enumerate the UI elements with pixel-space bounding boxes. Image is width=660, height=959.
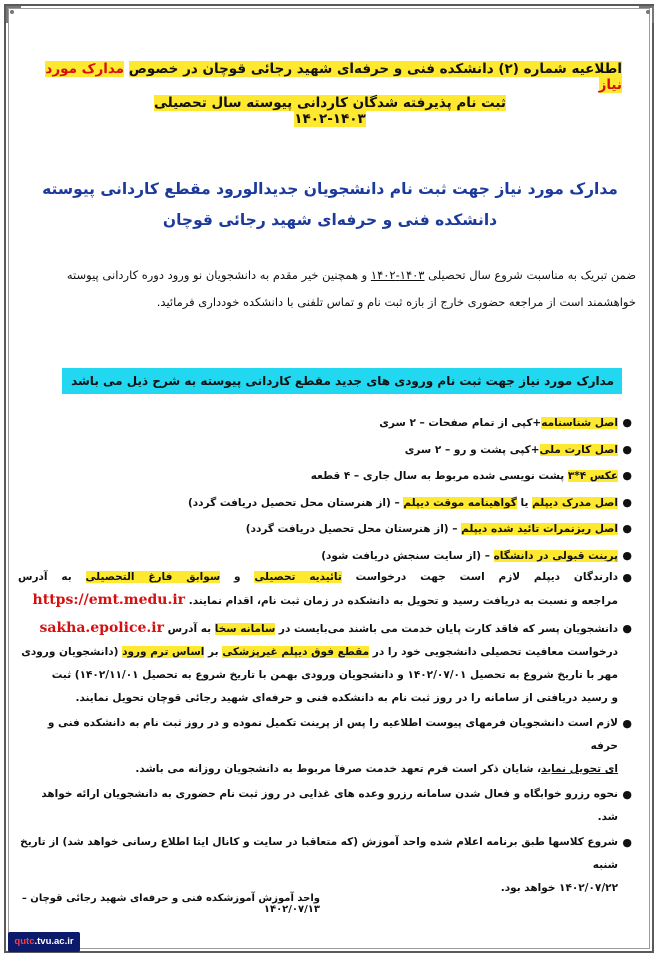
bullet-icon: ● (622, 548, 632, 562)
item-line (18, 641, 618, 664)
item-line (18, 589, 618, 613)
item-text: پشت نویسی شده مربوط به سال جاری – ۴ قطعه (310, 470, 568, 482)
item-line: لازم است دانشجویان فرمهای پیوست اطلاعیه را پس از پرینت تکمیل نموده و در روز ثبت نام به دانشکده فنی و حرفه (47, 717, 618, 752)
item-line (18, 617, 618, 641)
item-text: دارندگان دیپلم لازم است جهت درخواست (341, 571, 618, 583)
item-text: درخواست معافیت تحصیلی دانشجویی خود را در (369, 646, 618, 658)
item-highlight: گواهینامه موقت دیپلم (403, 496, 517, 509)
list-item (18, 518, 632, 545)
bullet-icon: ● (622, 522, 632, 535)
intro-text: ضمن تبریک به مناسبت شروع سال تحصیلی (424, 268, 636, 282)
bullet-icon: ● (622, 442, 632, 456)
item-line: شروع کلاسها طبق برنامه اعلام شده واحد آموزش (که متعاقبا در سایت و کانال ایتا اطلاع رسانی خواهد شد) از تاریخ شنبه (20, 836, 618, 871)
list-item (18, 566, 632, 613)
bullet-icon: ● (622, 788, 632, 801)
bullet-icon: ● (622, 836, 632, 849)
item-highlight: اصل شناسنامه (541, 417, 618, 429)
item-text: مراجعه و نسبت به دریافت رسید و تحویل به دانشکده در زمان ثبت نام، اقدام نمایند. (188, 595, 618, 607)
intro-paragraph (26, 262, 636, 316)
footer-signature: واحد آموزش آموزشکده فنی و حرفه‌ای شهید رجائی قوچان – ۱۴۰۲/۰۷/۱۳ (21, 893, 320, 915)
badge-text: qutc (14, 936, 35, 947)
item-text: +کپی پشت و رو – ۲ سری (404, 443, 540, 456)
intro-text: و همچنین خیر مقدم به دانشجویان نو ورود دوره کاردانی پیوسته (66, 268, 371, 282)
list-item (18, 465, 632, 492)
instructions-list (18, 566, 634, 900)
item-underline: ای تحویل نماید (541, 763, 618, 775)
documents-list (18, 412, 634, 571)
item-line: و رسید دریافتی از سامانه را در روز ثبت نام به دانشکده فنی و حرفه‌ای شهید رجائی قوچان تحویل نمایند. (75, 692, 618, 704)
item-line: نحوه رزرو خوابگاه و فعال شدن سامانه رزرو وعده های غذایی در روز ثبت نام حضوری به دانشجویان ارائه خواهد شد. (41, 788, 618, 823)
item-text: ، شایان ذکر است فرم تعهد خدمت صرفا مربوط به دانشجویان روزانه می باشد. (135, 763, 542, 775)
item-text: یا (516, 496, 533, 509)
intro-line-1 (26, 262, 636, 289)
bullet-icon: ● (622, 469, 632, 482)
list-item (18, 492, 632, 519)
item-text: +کپی از تمام صفحات – ۲ سری (379, 417, 542, 429)
required-documents-highlight: مدارک مورد نیاز (45, 61, 622, 93)
item-line: مهر با تاریخ شروع به تحصیل ۱۴۰۲/۰۷/۰۱ و دانشجویان ورودی بهمن با تاریخ شروع به تحصیل ۱۴۰۲/۱۱/۰۱) ثبت (51, 669, 618, 681)
item-text: و (220, 571, 255, 583)
item-line (18, 566, 618, 589)
section-heading: مدارک مورد نیاز جهت ثبت نام ورودی های جدید مقطع کاردانی پیوسته به شرح ذیل می باشد (62, 368, 622, 394)
item-text: دانشجویان پسر که فاقد کارت پایان خدمت می باشند می‌بایست در (275, 623, 618, 635)
announcement-line-2 (120, 92, 540, 130)
announcement-text: اطلاعیه شماره (۲) دانشکده فنی و حرفه‌ای شهید رجائی قوچان در خصوص (128, 61, 622, 77)
bullet-icon: ● (622, 571, 632, 584)
emt-link[interactable]: https://emt.medu.ir (32, 592, 186, 608)
page-subtitle: دانشکده فنی و حرفه‌ای شهید رجائی قوچان (162, 211, 498, 229)
item-highlight: اساس ترم ورود (122, 646, 205, 658)
item-text: به آدرس (18, 571, 86, 583)
item-highlight: اصل ریزنمرات تائید شده دیپلم (461, 523, 618, 535)
item-text: – (از سایت سنجش دریافت شود) (321, 549, 494, 562)
item-highlight: پرینت قبولی در دانشگاه (493, 549, 618, 562)
item-highlight: اصل مدرک دیپلم (532, 496, 618, 509)
item-highlight: عکس ۴*۳ (567, 470, 618, 482)
corner-ornament-icon (638, 6, 654, 24)
list-item (18, 712, 632, 781)
bullet-icon: ● (622, 416, 632, 429)
list-item (18, 617, 632, 710)
item-text: بر (204, 646, 223, 658)
list-item (18, 783, 632, 829)
announcement-line-1 (22, 58, 622, 96)
list-item (18, 412, 632, 439)
bullet-icon: ● (622, 622, 632, 635)
item-text: (دانشجویان ورودی (21, 646, 123, 658)
list-item (18, 831, 632, 900)
bullet-icon: ● (622, 495, 632, 509)
academic-year: ۱۴۰۳-۱۴۰۲ (370, 268, 425, 282)
announcement-subtitle: ثبت نام پذیرفته شدگان کاردانی پیوسته سال تحصیلی ۱۴۰۳-۱۴۰۲ (153, 95, 507, 127)
item-line: ۱۴۰۲/۰۷/۲۲ خواهد بود. (500, 882, 618, 894)
corner-ornament-icon (6, 6, 22, 24)
item-highlight: تائیدیه تحصیلی (254, 571, 342, 583)
badge-text: .tvu.ac.ir (34, 936, 74, 947)
bullet-icon: ● (622, 717, 632, 730)
website-badge[interactable] (8, 932, 80, 952)
item-highlight: اصل کارت ملی (539, 443, 618, 456)
intro-line-2: خواهشمند است از مراجعه حضوری خارج از بازه ثبت نام و تماس تلفنی با دانشکده خودداری فرمائید. (156, 295, 636, 309)
sakha-link[interactable]: sakha.epolice.ir (39, 620, 164, 636)
item-highlight: سوابق فارغ التحصیلی (85, 571, 221, 583)
item-highlight: مقطع فوق دیپلم غیرپزشکی (222, 646, 370, 658)
item-line (18, 758, 618, 781)
item-highlight: سامانه سخا (214, 623, 276, 635)
item-text: – (از هنرستان محل تحصیل دریافت گردد) (188, 496, 404, 509)
item-text: به آدرس (163, 623, 215, 635)
list-item (18, 439, 632, 466)
page-title: مدارک مورد نیاز جهت ثبت نام دانشجویان جدیدالورود مقطع کاردانی پیوسته (42, 180, 618, 198)
item-text: – (از هنرستان محل تحصیل دریافت گردد) (245, 523, 462, 535)
